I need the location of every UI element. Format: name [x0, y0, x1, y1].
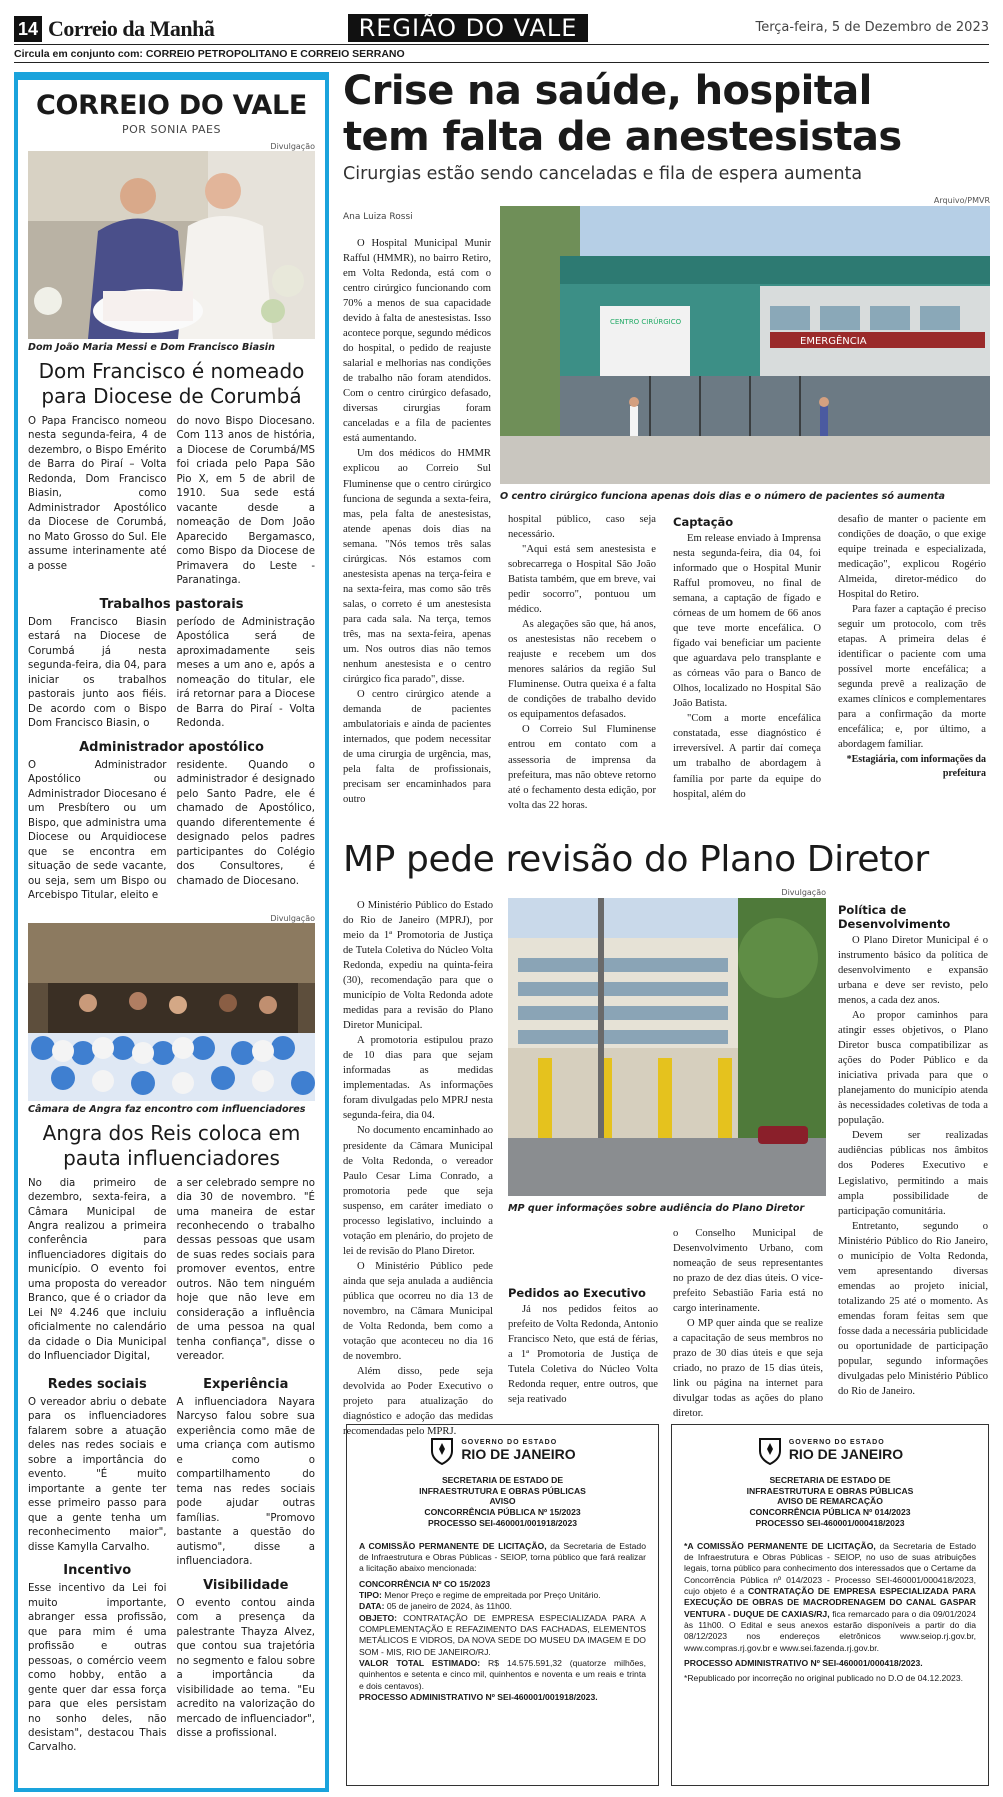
ad-text: *Republicado por incorreção no original publicado no D.O de 04.12.2023.: [684, 1673, 964, 1684]
photo-caption: Câmara de Angra faz encontro com influenciadores: [28, 1103, 306, 1115]
issue-date: Terça-feira, 5 de Dezembro de 2023: [755, 20, 989, 35]
ad-text: PROCESSO ADMINISTRATIVO Nº SEI-460001/001918/2023.: [359, 1692, 598, 1703]
lead-paragraph: Para fazer a captação é preciso seguir um protocolo, com três etapas. A primeira delas é identificar o paciente com uma possível morte encefálica; a segunda prevê a realização de exames clínicos e complementares para a confirmação da morte encefálica; e, por último, a abordagem familiar.: [838, 604, 986, 751]
lead-paragraph: "Aqui está sem anestesista e sobrecarrega o Hospital São João Batista também, que em breve, vai pedir socorro", pontuou um médico.: [508, 544, 656, 616]
hospital-sign: EMERGÊNCIA: [800, 336, 867, 347]
lead-paragraph: As alegações são que, há anos, os anestesistas não recebem o reajuste e recebem um dos menores salários da região Sul Fluminense. Outra queixa é a falta de condições de trabalho devido os equipamentos defasados.: [508, 619, 656, 721]
subheading: Captação: [673, 515, 734, 529]
photo-credit: Divulgação: [270, 913, 315, 923]
story-paragraph: Esse incentivo da Lei foi muito importante, abranger essa profissão, que para mim é uma profissão e outras pessoas, o comércio veem como hobby, então a gente quer dar essa força para que eles persistam no sonho deles, não desistam", destacou Thais Carvalho.: [28, 1583, 167, 1754]
ad-text: A COMISSÃO PERMANENTE DE LICITAÇÃO,: [359, 1540, 547, 1551]
section-title: REGIÃO DO VALE: [348, 14, 588, 42]
ad-line: PROCESSO SEI-460001/000418/2023: [755, 1517, 905, 1528]
subheading: Incentivo: [63, 1563, 132, 1579]
story2-paragraph: Já nos pedidos feitos ao prefeito de Volta Redonda, Antonio Francisco Neto, que está de férias, a 1ª Promotoria de Justiça de Tutela Coletiva do Núcleo Volta Redonda requer, entre outros, que seja reativado: [508, 1304, 658, 1406]
subheading: Pedidos ao Executivo: [508, 1286, 646, 1300]
government-emblem: [359, 1435, 646, 1465]
column-correio-do-vale: [14, 72, 329, 1792]
photo-credit: Divulgação: [270, 142, 315, 151]
story-paragraph: residente. Quando o administrador é designado pelo Santo Padre, ele é chamado de Apostólico, quando diferentemente é designado pelos padres participantes do Colégio dos Consultores, é chamado de Diocesano.: [176, 759, 315, 887]
ad-text: da Secretaria de Estado de Infraestrutura e Obras Públicas - SEIOP, no uso de suas atribuições legais, torna público para conhecimento dos interessados que o Certame da Concorrência Pública nº 014/2023 - Processo SEI-460001/000418/2023, cujo objeto é a: [684, 1540, 976, 1597]
ad-line: PROCESSO SEI-460001/001918/2023: [427, 1517, 578, 1528]
photo-credit: Divulgação: [781, 888, 826, 897]
column-byline: POR SONIA PAES: [122, 123, 221, 136]
gov-small-text: GOVERNO DO ESTADO: [788, 1438, 885, 1446]
ad-line: CONCORRÊNCIA PÚBLICA Nº 014/2023: [749, 1507, 911, 1518]
story2-paragraph: O Ministério Público pede ainda que seja anulada a audiência pública que ocorreu no dia 13 de novembro, na Câmara Municipal de Volta Redonda, bem como a votação que aconteceu no dia 16 de novembro.: [343, 1260, 493, 1362]
story-paragraph: O Administrador Apostólico ou Administrador Diocesano é um Presbítero ou um Bispo, que administra uma Diocese ou Arquidiocese que se encontra em situação de sede vacante, ou seja, sem um Bispo ou Arcebispo Titular, eleito e: [28, 759, 167, 902]
lead-paragraph: desafio de manter o paciente em condições de doação, o que exige equipe treinada e especializada, medicação", explicou Rogério Almeida, diretor-médico do Hospital do Retiro.: [838, 514, 986, 601]
lead-paragraph: "Com a morte encefálica constatada, esse diagnóstico é irreversível. A partir daí começa um trabalho de abordagem à família por parte da equipe do hospital, além do: [673, 713, 821, 800]
gov-big-text: RIO DE JANEIRO: [788, 1445, 904, 1462]
column-top-bar: [14, 72, 329, 80]
lead-paragraph: O Correio Sul Fluminense entrou em contato com a assessoria de imprensa da prefeitura, mas não obteve retorno até o fechamento desta edição, por volta das 22 horas.: [508, 724, 656, 811]
ad-line: AVISO DE REMARCAÇÃO: [777, 1496, 883, 1507]
ad-line: CONCORRÊNCIA PÚBLICA Nº 15/2023: [424, 1507, 581, 1518]
story2-paragraph: Ao propor caminhos para atingir esses objetivos, o Plano Diretor busca compatibilizar as ações do Poder Público e da iniciativa privada para que o planejamento do município atenda às necessidades coletivas de toda a população.: [838, 1010, 988, 1127]
photo-caption: O centro cirúrgico funciona apenas dois dias e o número de pacientes só aumenta: [500, 491, 945, 502]
lead-deck: Cirurgias estão sendo canceladas e fila de espera aumenta: [343, 164, 863, 184]
story2-paragraph: o Conselho Municipal de Desenvolvimento Urbano, com nomeação de seus representantes no prazo de dez dias úteis. O vice-prefeito Sebastião Faria está no cargo interinamente.: [673, 1228, 823, 1315]
story-paragraph: O vereador abriu o debate para os influenciadores falarem sobre a atuação deles nas redes sociais e sobre a importância do evento. "É muito importante a gente ter esse primeiro passo para que a gente tenha um reconhecimento maior", disse Kamylla Carvalho.: [28, 1396, 167, 1553]
government-emblem: [684, 1435, 976, 1465]
ad-text: CONCORRÊNCIA Nº CO 15/2023: [359, 1578, 491, 1589]
subheading: Redes sociais: [47, 1376, 147, 1392]
story-paragraph: do novo Bispo Diocesano. Com 113 anos de história, a Diocese de Corumbá/MS foi criada pelo Papa São Pio X, em 5 de abril de 1910. Sua sede está vacante desde a nomeação de Dom João Aparecido Bergamasco, como Bispo da Diocese de Primavera do Leste - Paranatinga.: [176, 416, 315, 587]
lead-paragraph: hospital público, caso seja necessário.: [508, 514, 656, 541]
story2-paragraph: Devem ser realizadas audiências públicas nos âmbitos dos Poderes Executivo e Legislativo, permitindo a mais ampla possibilidade de participação comunitária.: [838, 1130, 988, 1217]
ad-text: *A COMISSÃO PERMANENTE DE LICITAÇÃO,: [684, 1540, 876, 1551]
story-headline: Dom Francisco é nomeado para Diocese de Corumbá: [38, 359, 305, 408]
header-rule: [14, 44, 989, 45]
hospital-sign: CENTRO CIRÚRGICO: [610, 318, 682, 326]
lead-paragraph: Um dos médicos do HMMR explicou ao Correio Sul Fluminense que o centro cirúrgico funciona de segunda a sexta-feira, mas, pela falta de anestesistas, atende apenas dois dias na semana. "Nós temos três salas cirúrgicas. Nós estamos com anestesista apenas na terça-feira e na sexta-feira, mas como são três salas, o correto é um anestesista para cada sala. Na terça, temos três, mas na sexta-feira, apenas um. Nos outros dias não temos nenhum anestesista e o centro cirúrgico fica parado", disse.: [343, 448, 491, 685]
story-paragraph: O evento contou ainda com a presença da palestrante Thayza Alvez, que contou sua trajetória no segmento e falou sobre a importância da visibilidade ao tema. "Eu acredito na valorização do mercado de influenciador", disse a profissional.: [176, 1597, 315, 1739]
ad-label: DATA:: [359, 1601, 385, 1612]
column-box: [14, 80, 329, 1792]
photo-credit: Arquivo/PMVR: [933, 196, 990, 205]
gov-small-text: GOVERNO DO ESTADO: [461, 1438, 558, 1446]
public-notice-ad: [671, 1424, 989, 1786]
lead-paragraph: O Hospital Municipal Munir Rafful (HMMR), no bairro Retiro, em Volta Redonda, está com o centro cirúrgico funcionando com 70% a menos de sua capacidade devido à falta de anestesistas. Isso acontece porque, segundo médicos do hospital, o pedido de reajuste salarial e melhorias nas condições de trabalho não foram atendidos. Com o centro cirúrgico defasado, diversas cirurgias foram canceladas e a fila de pacientes está aumentando.: [343, 238, 491, 445]
story-paragraph: período de Administração Apostólica será de aproximadamente seis meses a um ano e, após a nomeação do titular, ele irá retornar para a Diocese de Barra do Piraí - Volta Redonda.: [176, 616, 315, 730]
story2-paragraph: O Plano Diretor Municipal é o instrumento básico da política de desenvolvimento e expansão urbana e deve ser revisto, pelo menos, a cada dez anos.: [838, 935, 988, 1007]
story2-paragraph: Entretanto, segundo o Ministério Público do Rio Janeiro, o município de Volta Redonda, vem apresentando diversas emendas ao projeto inicial, totalizando 25 até o momento. As emendas foram feitas sem que fosse dada a necessária publicidade ou oportunidade de participação popular, segundo informações divulgadas pelo Ministério Público do Rio de Janeiro.: [838, 1220, 989, 1397]
lead-headline-line1: Crise na saúde, hospital: [343, 68, 872, 114]
subheading: Administrador apostólico: [79, 739, 264, 755]
hospital-photo: [500, 206, 990, 484]
story-paragraph: O Papa Francisco nomeou nesta segunda-feira, 4 de dezembro, o Bispo Emérito de Barra do Piraí – Volta Redonda, Dom Francisco Biasin, como Administrador Apostólico da Diocese de Corumbá, no Mato Grosso do Sul. Ele assume interinamente até a posse: [28, 416, 167, 572]
gov-big-text: RIO DE JANEIRO: [461, 1445, 576, 1462]
lead-note: *Estagiária, com informações da prefeitura: [846, 753, 986, 779]
ad-text: 05 de janeiro de 2024, às 11h00.: [384, 1601, 512, 1612]
story2-paragraph: No documento encaminhado ao presidente da Câmara Municipal de Volta Redonda, o vereador Paulo Cesar Lima Conrado, a promotoria pede que seja suspenso, em caráter imediato o processo legislativo, incluindo a votação em plenário, do projeto de lei de revisão do Plano Diretor.: [343, 1125, 493, 1257]
lead-story: [343, 68, 991, 184]
story2-paragraph: Além disso, pede seja devolvida ao Poder Executivo o projeto para atualização do diagnóstico e adoção das medidas recomendadas pelo MPRJ.: [343, 1365, 493, 1438]
ad-line: INFRAESTRUTURA E OBRAS PÚBLICAS: [746, 1485, 914, 1496]
ad-text: Menor Preço e regime de empreitada por Preço Unitário.: [381, 1590, 601, 1601]
story2-paragraph: O Ministério Público do Estado do Rio de Janeiro (MPRJ), por meio da 1ª Promotoria de Justiça de Tutela Coletiva do Núcleo Volta Redonda, expediu na quinta-feira (30), recomendação para que o município de Volta Redonda adote medidas para a revisão do Plano Diretor Municipal.: [343, 900, 493, 1032]
lead-paragraph: O centro cirúrgico atende a demanda de pacientes ambulatoriais e ainda de pacientes internados, que podem necessitar de uma cirurgia de urgência, mas, pela falta de profissionais, precisam ser encaminhados para outro: [343, 688, 491, 806]
photo-caption: Dom João Maria Messi e Dom Francisco Biasin: [28, 342, 275, 353]
subheading: Visibilidade: [203, 1577, 289, 1593]
lead-paragraph: Em release enviado à Imprensa nesta segunda-feira, dia 04, foi informado que o Hospital Munir Rafful promoveu, no final de semana, a captação de fígado e córneas de um homem de 66 anos que teve morte encefálica. O fígado vai beneficiar um paciente que aguardava pelo transplante e as córneas vão para o Banco de Olhos, localizado no Hospital São João Batista.: [673, 533, 821, 710]
ad-line: INFRAESTRUTURA E OBRAS PÚBLICAS: [419, 1485, 586, 1496]
circulation-note: Circula em conjunto com: CORREIO PETROPOLITANO E CORREIO SERRANO: [14, 48, 405, 60]
subheading: Trabalhos pastorais: [99, 596, 244, 612]
ad-text: PROCESSO ADMINISTRATIVO Nº SEI-460001/000418/2023.: [684, 1658, 923, 1669]
story2-headline: MP pede revisão do Plano Diretor: [343, 839, 929, 880]
story-paragraph: A influenciadora Nayara Narcyso falou sobre sua experiência como mãe de uma criança com autismo e como o compartilhamento do tema nas redes sociais pode ajudar outras famílias. "Promovo bastante a questão do autismo", disse a influenciadora.: [176, 1396, 315, 1568]
newspaper-logo: Correio da Manhã: [48, 16, 215, 41]
page-header: [0, 0, 1003, 70]
story-headline: Angra dos Reis coloca em pauta influenciadores: [42, 1120, 301, 1170]
ad-text: CONTRATAÇÃO DE EMPRESA ESPECIALIZADA PARA EXECUÇÃO DE OBRAS DE MACRODRENAGEM DO CANAL GASPAR VENTURA - DUQUE DE CAXIAS/RJ,: [684, 1586, 976, 1619]
column-title: CORREIO DO VALE: [35, 90, 308, 121]
photo-caption: MP quer informações sobre audiência do Plano Diretor: [508, 1203, 805, 1214]
subheading: Política de Desenvolvimento: [838, 903, 951, 931]
ad-line: SECRETARIA DE ESTADO DE: [441, 1475, 564, 1485]
ad-text: CONTRATAÇÃO DE EMPRESA ESPECIALIZADA PARA A COMPLEMENTAÇÃO E REFAZIMENTO DAS FACHADAS, ELEMENTOS METÁLICOS E VIDROS, DA NOVA SEDE DO MUSEU DA IMAGEM E DO SOM - MIS, RIO DE JANEIRO/RJ.: [359, 1612, 646, 1657]
lead-headline-line2: tem falta de anestesistas: [343, 114, 902, 160]
story-paragraph: a ser celebrado sempre no dia 30 de novembro. "É uma maneira de estar reconhecendo o trabalho dessas pessoas que usam de suas redes sociais para promover eventos, entre outros. Não tem ninguém hoje que não leve em consideração a influência de uma pessoa na qual tenha confiança", disse o vereador.: [176, 1177, 315, 1363]
lead-byline: Ana Luiza Rossi: [343, 212, 413, 222]
ad-label: VALOR TOTAL ESTIMADO:: [359, 1658, 481, 1669]
story-paragraph: No dia primeiro de dezembro, sexta-feira, a Câmara Municipal de Angra realizou a primeira conferência para influenciadores digitais do município. O evento foi uma proposta do vereador Branco, que é o criador da Lei Nº 4.246 que incluiu oficialmente no calendário da cidade o Dia Municipal do Influenciador Digital,: [28, 1177, 167, 1363]
ad-label: OBJETO:: [359, 1612, 398, 1623]
ad-text: R$ 14.575.591,32 (quatorze milhões, quinhentos e setenta e cinco mil, quinhentos e noventa e um reais e trinta e dois centavos).: [359, 1658, 646, 1691]
building-photo: [508, 898, 826, 1196]
page-number: 14: [14, 16, 42, 42]
coat-of-arms-icon: [757, 1435, 783, 1465]
ad-text: da Secretaria de Estado de Infraestrutura e Obras Públicas - SEIOP, torna público que fará realizar a licitação abaixo mencionada:: [359, 1540, 646, 1574]
public-notice-ad: [346, 1424, 659, 1786]
chamber-event-photo: [28, 923, 315, 1101]
bishops-photo: [28, 151, 315, 339]
header-rule-bottom: [14, 62, 989, 63]
subheading: Experiência: [203, 1376, 289, 1392]
ad-text: fica remarcado para o dia 09/01/2024 às 11h00. O Edital e seus anexos estarão disponíveis a partir do dia 08/12/2023 nos endereços eletrônicos www.seiop.rj.gov.br, www.compras.rj.gov.br e www.sei.fazenda.rj.gov.br.: [684, 1608, 976, 1653]
coat-of-arms-icon: [429, 1435, 455, 1465]
ad-line: AVISO: [489, 1496, 516, 1507]
story-paragraph: Dom Francisco Biasin estará na Diocese de Corumbá já nesta segunda-feira, dia 04, para iniciar os trabalhos pastorais junto aos fiéis. De acordo com o Bispo Dom Francisco Biasin, o: [28, 616, 167, 730]
ad-line: SECRETARIA DE ESTADO DE: [769, 1475, 891, 1485]
story2-paragraph: A promotoria estipulou prazo de 10 dias para que sejam informadas as medidas implementadas. As informações foram divulgadas pelo MPRJ nesta segunda-feira, dia 04.: [343, 1035, 493, 1122]
story2-paragraph: O MP quer ainda que se realize a capacitação de seus membros no prazo de 30 dias úteis e que seja criado, no prazo de 15 dias úteis, link ou página na internet para divulgar todas as ações do plano diretor.: [673, 1318, 823, 1420]
ad-label: TIPO:: [359, 1590, 382, 1601]
